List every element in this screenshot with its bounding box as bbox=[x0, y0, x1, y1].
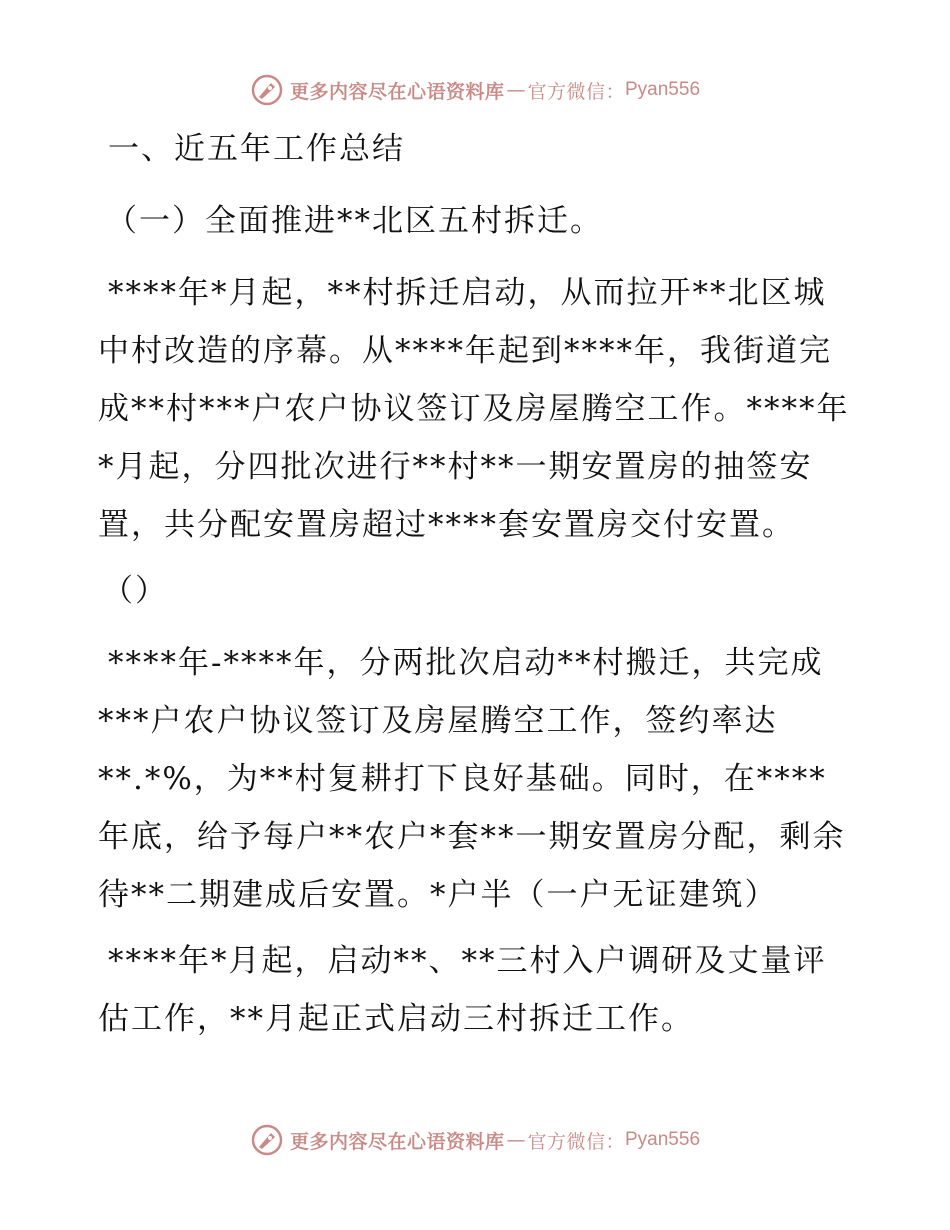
watermark-wechat-label: 官方微信： bbox=[527, 80, 625, 103]
watermark-handle: Pyan556 bbox=[625, 79, 701, 100]
paragraph-4: ****年*月起，启动**、**三村入户调研及丈量评估工作，**月起正式启动三村拆迁工作。 bbox=[98, 943, 827, 1037]
watermark-separator: — bbox=[506, 1129, 526, 1151]
watermark-separator: — bbox=[506, 79, 526, 101]
watermark-handle: Pyan556 bbox=[625, 1129, 701, 1150]
watermark-wechat-label: 官方微信： bbox=[527, 1130, 625, 1153]
watermark-banner-bottom bbox=[0, 1120, 950, 1160]
watermark-banner-top bbox=[0, 70, 950, 110]
pen-nib-logo-icon bbox=[250, 1123, 284, 1157]
subsection-heading: （一）全面推进**北区五村拆迁。 bbox=[106, 203, 603, 239]
pen-nib-logo-icon bbox=[250, 73, 284, 107]
watermark-text: 更多内容尽在心语资料库 bbox=[289, 1130, 505, 1153]
section-heading: 一、近五年工作总结 bbox=[108, 131, 405, 167]
watermark-text: 更多内容尽在心语资料库 bbox=[289, 80, 505, 103]
document-body bbox=[98, 120, 853, 1056]
paragraph-3: ****年-****年，分两批次启动**村搬迁，共完成***户农户协议签订及房屋腾空工作，签约率达**.*%，为**村复耕打下良好基础。同时，在****年底，给予每户**农户*套**一期安置房分配，剩余待**二期建成后安置。*户半（一户无证建筑） bbox=[98, 645, 846, 913]
paragraph-1: ****年*月起，**村拆迁启动，从而拉开**北区城中村改造的序幕。从****年起到****年，我街道完成**村***户农户协议签订及房屋腾空工作。****年*月起，分四批次进行**村**一期安置房的抽签安置，共分配安置房超过****套安置房交付安置。 bbox=[98, 275, 850, 543]
paragraph-2: （） bbox=[102, 573, 168, 609]
